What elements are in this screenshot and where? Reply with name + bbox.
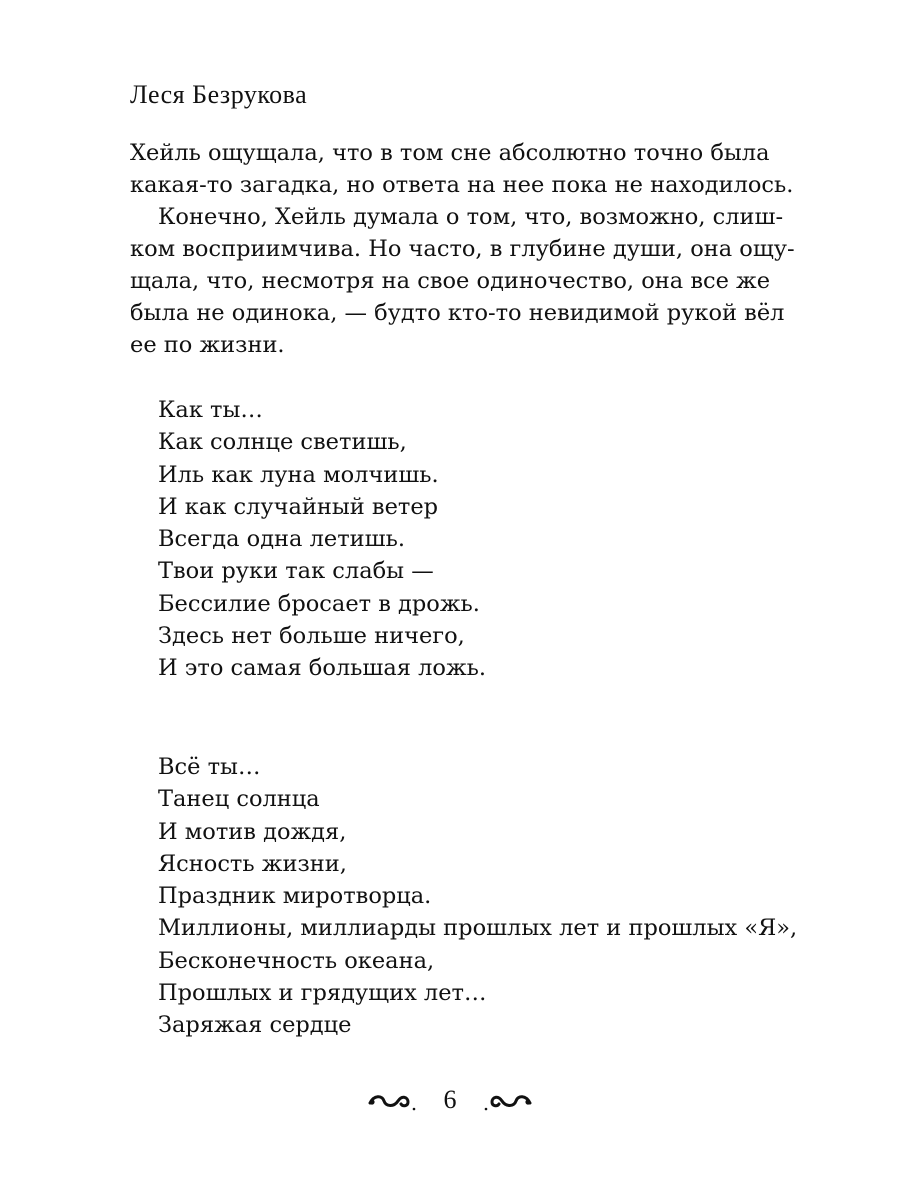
- verse-line: Твои руки так слабы —: [158, 558, 434, 585]
- verse-line: И мотив дождя,: [158, 818, 347, 845]
- verse-line: Здесь нет больше ничего,: [158, 623, 465, 650]
- prose-line: какая-то загадка, но ответа на нее пока не находилось.: [130, 172, 794, 198]
- prose-line: была не одинока, — будто кто-то невидимой рукой вёл: [130, 300, 785, 326]
- poem-stanza-2: [158, 751, 797, 1042]
- poem-stanza-1: [158, 394, 486, 685]
- verse-line: Танец солнца: [158, 786, 320, 813]
- prose-line: ком восприимчива. Но часто, в глубине души, она ощу-: [130, 236, 795, 262]
- prose-line: щала, что, несмотря на свое одиночество, она все же: [130, 268, 771, 294]
- prose-line: Конечно, Хейль думала о том, что, возможно, слиш-: [158, 204, 784, 230]
- prose-line: Хейль ощущала, что в том сне абсолютно точно была: [130, 140, 770, 166]
- swirl-ornament-left-icon: [368, 1087, 418, 1113]
- verse-line: Как ты…: [158, 397, 263, 423]
- verse-line: Иль как луна молчишь.: [158, 461, 439, 488]
- verse-line: Всегда одна летишь.: [158, 526, 405, 553]
- verse-line: Как солнце светишь,: [158, 429, 407, 456]
- verse-line: Бесконечность океана,: [158, 947, 435, 974]
- prose-block: [130, 137, 795, 361]
- verse-line: И это самая большая ложь.: [158, 655, 487, 682]
- prose-line: ее по жизни.: [130, 332, 285, 358]
- running-header-author: Леся Безрукова: [130, 80, 308, 109]
- verse-line: Миллионы, миллиарды прошлых лет и прошлых «Я»,: [158, 915, 798, 942]
- page-number: 6: [443, 1085, 457, 1114]
- verse-line: Бессилие бросает в дрожь.: [158, 590, 480, 617]
- swirl-ornament-right-icon: [482, 1087, 532, 1113]
- verse-line: Ясность жизни,: [158, 850, 347, 877]
- verse-line: Прошлых и грядущих лет…: [158, 980, 487, 1007]
- verse-line: Праздник миротворца.: [158, 883, 432, 910]
- verse-line: И как случайный ветер: [158, 493, 439, 520]
- page-folio: [0, 1080, 900, 1120]
- verse-line: Всё ты…: [158, 754, 261, 780]
- verse-line: Заряжая сердце: [158, 1012, 352, 1039]
